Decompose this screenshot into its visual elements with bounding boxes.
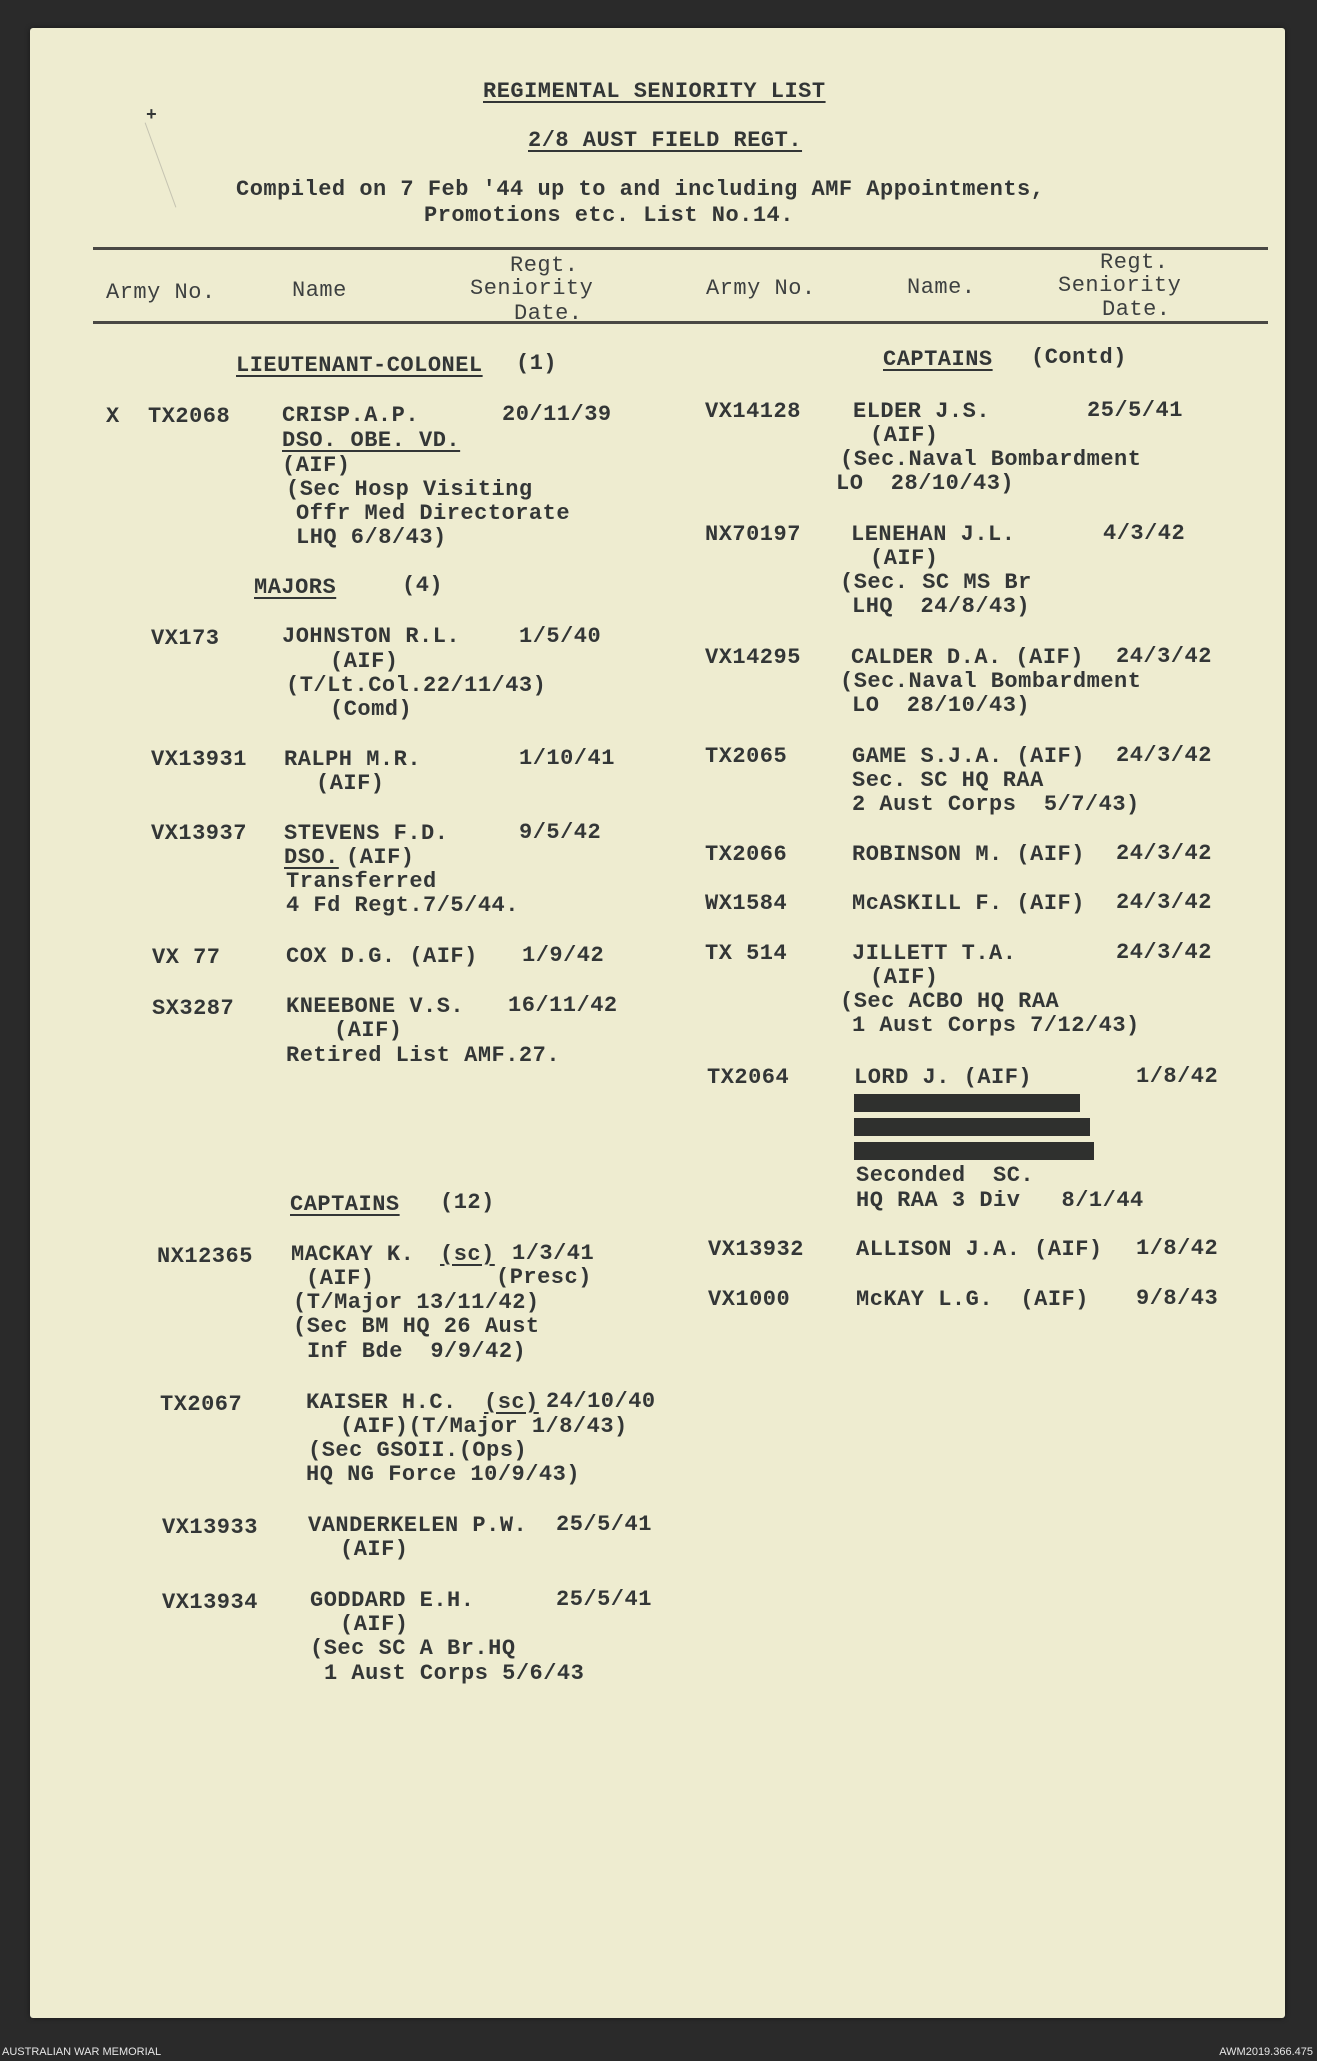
entry-johnston-line1: (AIF): [330, 649, 399, 674]
col-regt-right-3: Date.: [1102, 297, 1171, 322]
header-rule-top: [93, 247, 1268, 250]
entry-kaiser-army-no: TX2067: [160, 1392, 243, 1417]
entry-cox-date: 1/9/42: [522, 943, 605, 968]
entry-johnston-line3: (Comd): [330, 697, 413, 722]
section-captains: CAPTAINS: [290, 1192, 400, 1217]
entry-robinson-army-no: TX2066: [705, 842, 788, 867]
section-majors: MAJORS: [254, 575, 337, 600]
entry-robinson-date: 24/3/42: [1116, 841, 1212, 866]
entry-game-date: 24/3/42: [1116, 743, 1212, 768]
entry-jillett-line1: (AIF): [870, 965, 939, 990]
entry-lord-line1: Seconded SC.: [856, 1163, 1035, 1188]
compiled-line-2: Promotions etc. List No.14.: [424, 203, 794, 228]
entry-kaiser-line3: HQ NG Force 10/9/43): [306, 1462, 581, 1487]
entry-mackay-date: 1/3/41: [512, 1241, 595, 1266]
entry-lord-name: LORD J. (AIF): [854, 1065, 1033, 1090]
entry-stevens-line1: (AIF): [346, 845, 415, 870]
entry-crisp-mark: X: [106, 404, 120, 429]
col-regt-left-3: Date.: [514, 301, 583, 326]
entry-lenehan-date: 4/3/42: [1103, 521, 1186, 546]
entry-vanderkelen-army-no: VX13933: [162, 1515, 258, 1540]
entry-allison-army-no: VX13932: [708, 1237, 804, 1262]
entry-kneebone-line1: (AIF): [334, 1018, 403, 1043]
redaction-bar-3: [854, 1142, 1094, 1160]
entry-game-name: GAME S.J.A. (AIF): [852, 744, 1085, 769]
entry-allison-name: ALLISON J.A. (AIF): [856, 1237, 1103, 1262]
entry-game-line2: 2 Aust Corps 5/7/43): [852, 792, 1140, 817]
entry-calder-line2: LO 28/10/43): [852, 693, 1031, 718]
entry-ralph-line1: (AIF): [316, 771, 385, 796]
entry-lord-army-no: TX2064: [707, 1065, 790, 1090]
entry-kaiser-line1: (AIF)(T/Major 1/8/43): [340, 1414, 628, 1439]
entry-mcaskill-date: 24/3/42: [1116, 890, 1212, 915]
entry-allison-date: 1/8/42: [1136, 1236, 1219, 1261]
document-title: REGIMENTAL SENIORITY LIST: [483, 79, 826, 104]
entry-lenehan-army-no: NX70197: [705, 522, 801, 547]
entry-mackay-presc: (Presc): [496, 1265, 592, 1290]
entry-ralph-army-no: VX13931: [151, 747, 247, 772]
entry-calder-army-no: VX14295: [705, 645, 801, 670]
entry-crisp-honours: DSO. OBE. VD.: [282, 428, 461, 453]
entry-mackay-line1: (AIF): [306, 1266, 375, 1291]
entry-kaiser-line2: (Sec GSOII.(Ops): [308, 1438, 528, 1463]
entry-calder-name: CALDER D.A. (AIF): [851, 645, 1084, 670]
col-regt-right-2: Seniority: [1058, 273, 1182, 298]
entry-johnston-line2: (T/Lt.Col.22/11/43): [286, 673, 547, 698]
section-captains-contd: CAPTAINS: [883, 347, 993, 372]
entry-kneebone-army-no: SX3287: [152, 996, 235, 1021]
entry-stevens-honours: DSO.: [284, 845, 339, 870]
section-captains-count: (12): [440, 1190, 495, 1215]
section-lt-col: LIEUTENANT-COLONEL: [236, 353, 483, 378]
section-captains-contd-suffix: (Contd): [1031, 345, 1127, 370]
entry-stevens-line2: Transferred: [286, 869, 437, 894]
entry-cox-army-no: VX 77: [152, 945, 221, 970]
entry-kneebone-line2: Retired List AMF.27.: [286, 1043, 561, 1068]
entry-crisp-army-no: TX2068: [148, 404, 231, 429]
col-regt-left-2: Seniority: [470, 276, 594, 301]
redaction-bar-2: [854, 1118, 1090, 1136]
entry-mckay-army-no: VX1000: [708, 1287, 791, 1312]
entry-elder-name: ELDER J.S.: [853, 399, 991, 424]
entry-calder-date: 24/3/42: [1116, 644, 1212, 669]
entry-johnston-name: JOHNSTON R.L.: [282, 624, 461, 649]
entry-crisp-line2: (Sec Hosp Visiting: [286, 477, 533, 502]
entry-mcaskill-name: McASKILL F. (AIF): [852, 891, 1085, 916]
entry-mackay-army-no: NX12365: [157, 1244, 253, 1269]
entry-lenehan-line3: LHQ 24/8/43): [852, 594, 1031, 619]
entry-mckay-name: McKAY L.G. (AIF): [856, 1287, 1089, 1312]
entry-mackay-line4: Inf Bde 9/9/42): [307, 1339, 527, 1364]
redaction-bar-1: [854, 1094, 1080, 1112]
entry-goddard-line1: (AIF): [340, 1612, 409, 1637]
entry-mackay-name: MACKAY K.: [291, 1242, 415, 1267]
entry-crisp-line1: (AIF): [282, 453, 351, 478]
entry-jillett-date: 24/3/42: [1116, 940, 1212, 965]
entry-lenehan-line1: (AIF): [870, 546, 939, 571]
col-army-no-right: Army No.: [706, 276, 816, 301]
entry-crisp-date: 20/11/39: [502, 402, 612, 427]
entry-vanderkelen-line1: (AIF): [340, 1537, 409, 1562]
entry-lord-date: 1/8/42: [1136, 1064, 1219, 1089]
entry-vanderkelen-date: 25/5/41: [556, 1512, 652, 1537]
entry-game-army-no: TX2065: [705, 744, 788, 769]
footer-accession-number: AWM2019.366.475: [1219, 2046, 1313, 2058]
entry-crisp-line3: Offr Med Directorate: [296, 501, 571, 526]
entry-kaiser-date: 24/10/40: [546, 1389, 656, 1414]
section-lt-col-count: (1): [516, 351, 558, 376]
entry-goddard-line2: (Sec SC A Br.HQ: [310, 1636, 516, 1661]
unit-name: 2/8 AUST FIELD REGT.: [528, 128, 803, 153]
entry-ralph-date: 1/10/41: [519, 746, 615, 771]
entry-jillett-line2: (Sec ACBO HQ RAA: [840, 989, 1060, 1014]
col-regt-left-1: Regt.: [510, 253, 579, 278]
entry-jillett-line3: 1 Aust Corps 7/12/43): [852, 1013, 1140, 1038]
entry-elder-line3: LO 28/10/43): [836, 471, 1015, 496]
entry-kneebone-name: KNEEBONE V.S.: [286, 994, 465, 1019]
entry-mackay-sc: (sc): [440, 1242, 495, 1267]
entry-kaiser-name: KAISER H.C.: [306, 1390, 457, 1415]
entry-johnston-date: 1/5/40: [519, 624, 602, 649]
entry-goddard-date: 25/5/41: [556, 1587, 652, 1612]
entry-lenehan-line2: (Sec. SC MS Br: [840, 570, 1032, 595]
entry-robinson-name: ROBINSON M. (AIF): [852, 842, 1085, 867]
entry-stevens-army-no: VX13937: [151, 821, 247, 846]
entry-jillett-army-no: TX 514: [705, 941, 788, 966]
punch-mark: +: [146, 106, 158, 126]
compiled-line-1: Compiled on 7 Feb '44 up to and including AMF Appointments,: [236, 177, 1045, 202]
entry-stevens-name: STEVENS F.D.: [284, 821, 449, 846]
entry-cox-name: COX D.G. (AIF): [286, 944, 478, 969]
entry-jillett-name: JILLETT T.A.: [852, 941, 1017, 966]
col-name-right: Name.: [907, 275, 976, 300]
entry-goddard-name: GODDARD E.H.: [310, 1588, 475, 1613]
entry-game-line1: Sec. SC HQ RAA: [852, 768, 1044, 793]
entry-elder-date: 25/5/41: [1087, 398, 1183, 423]
entry-stevens-date: 9/5/42: [519, 820, 602, 845]
entry-elder-line1: (AIF): [870, 423, 939, 448]
entry-ralph-name: RALPH M.R.: [284, 747, 422, 772]
entry-mcaskill-army-no: WX1584: [705, 891, 788, 916]
entry-crisp-line4: LHQ 6/8/43): [296, 525, 447, 550]
col-army-no-left: Army No.: [106, 280, 216, 305]
header-rule-bottom: [93, 321, 1268, 324]
entry-elder-line2: (Sec.Naval Bombardment: [840, 447, 1142, 472]
entry-crisp-name: CRISP.A.P.: [282, 403, 420, 428]
entry-goddard-line3: 1 Aust Corps 5/6/43: [324, 1661, 585, 1686]
entry-vanderkelen-name: VANDERKELEN P.W.: [308, 1513, 528, 1538]
col-regt-right-1: Regt.: [1100, 250, 1169, 275]
entry-mackay-line2: (T/Major 13/11/42): [293, 1290, 540, 1315]
entry-elder-army-no: VX14128: [705, 399, 801, 424]
entry-mckay-date: 9/8/43: [1136, 1286, 1219, 1311]
col-name-left: Name: [292, 278, 347, 303]
entry-mackay-line3: (Sec BM HQ 26 Aust: [293, 1314, 540, 1339]
entry-lenehan-name: LENEHAN J.L.: [851, 522, 1016, 547]
section-majors-count: (4): [402, 573, 444, 598]
entry-stevens-line3: 4 Fd Regt.7/5/44.: [286, 893, 519, 918]
entry-kneebone-date: 16/11/42: [508, 993, 618, 1018]
entry-kaiser-sc: (sc): [484, 1390, 539, 1415]
entry-calder-line1: (Sec.Naval Bombardment: [840, 669, 1142, 694]
footer-archive-name: AUSTRALIAN WAR MEMORIAL: [2, 2046, 162, 2058]
entry-johnston-army-no: VX173: [151, 626, 220, 651]
entry-goddard-army-no: VX13934: [162, 1590, 258, 1615]
entry-lord-line2: HQ RAA 3 Div 8/1/44: [856, 1188, 1144, 1213]
